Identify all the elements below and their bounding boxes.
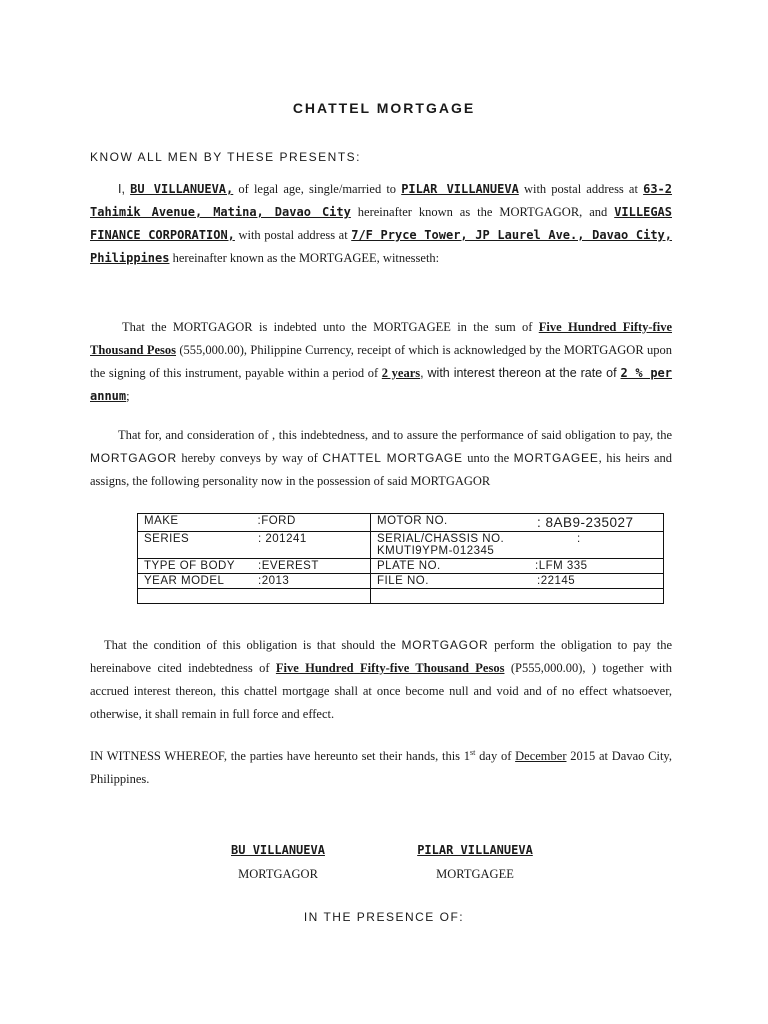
vehicle-details-table bbox=[137, 513, 664, 604]
mortgagee-signature-block bbox=[405, 843, 545, 882]
table-row bbox=[138, 589, 664, 604]
plate-cell: PLATE NO. :LFM 335 bbox=[371, 559, 664, 574]
conveyance-paragraph: That for, and consideration of , this indebtedness, and to assure the performance of said obligation to pay, the MORTGAGOR hereby conveys by way of CHATTEL MORTGAGE unto the MORTGAGEE, his heirs and assigns, the following personality now in the possession of said MORTGAGOR bbox=[90, 428, 672, 488]
presence-heading: IN THE PRESENCE OF: bbox=[303, 910, 465, 924]
indebtedness-paragraph: That the MORTGAGOR is indebted unto the MORTGAGEE in the sum of Five Hundred Fifty-five Thousand Pesos (555,000.00), Philippine Currency, receipt of which is acknowledged by the MORTGAGOR upon the signing of this instrument, payable within a period of 2 years, with interest thereon at the rate of 2 % per annum; bbox=[90, 320, 673, 403]
table-row bbox=[138, 532, 664, 559]
spouse-name: PILAR VILLANUEVA bbox=[401, 182, 519, 196]
amount-words: Five Hundred Fifty-five Thousand Pesos bbox=[90, 320, 672, 357]
file-cell: FILE NO. :22145 bbox=[371, 574, 664, 589]
know-all-heading: KNOW ALL MEN BY THESE PRESENTS: bbox=[90, 150, 362, 164]
mortgagee-name: VILLEGAS FINANCE CORPORATION, bbox=[90, 205, 672, 242]
mortgagor-signature-name: BU VILLANUEVA bbox=[231, 843, 325, 857]
mortgagee-role: MORTGAGEE bbox=[436, 867, 514, 881]
body-cell: TYPE OF BODY :EVEREST bbox=[138, 559, 371, 574]
month: December bbox=[515, 749, 567, 764]
condition-paragraph: That the condition of this obligation is that should the MORTGAGOR perform the obligation to pay the hereinabove cited indebtedness of Five Hundred Fifty-five Thousand Pesos (P555,000.00), ) together with accrued interest thereon, this chattel mortgage shall at once become null and void and of no effect whatsoever, otherwise, it shall remain in full force and effect. bbox=[90, 638, 672, 721]
mortgagee-address: 7/F Pryce Tower, JP Laurel Ave., Davao City, Philippines bbox=[90, 228, 673, 265]
year-cell: YEAR MODEL :2013 bbox=[138, 574, 371, 589]
empty-cell bbox=[138, 589, 371, 604]
interest-rate: 2 % per annum bbox=[90, 366, 673, 403]
mortgagor-name: BU VILLANUEVA, bbox=[130, 182, 234, 196]
table-row bbox=[138, 514, 664, 532]
series-cell: SERIES : 201241 bbox=[138, 532, 371, 559]
parties-paragraph: I, BU VILLANUEVA, of legal age, single/married to PILAR VILLANUEVA with postal address at 63-2 Tahimik Avenue, Matina, Davao City hereinafter known as the MORTGAGOR, and VILLEGAS FINANCE CORPORATION, with postal address at 7/F Pryce Tower, JP Laurel Ave., Davao City, Philippines hereinafter known as the MORTGAGEE, witnesseth: bbox=[90, 182, 673, 265]
empty-cell bbox=[371, 589, 664, 604]
mortgagor-role: MORTGAGOR bbox=[238, 867, 318, 881]
document-title: CHATTEL MORTGAGE bbox=[292, 100, 476, 116]
mortgagor-signature-block bbox=[218, 843, 338, 882]
table-row bbox=[138, 574, 664, 589]
mortgagor-address: 63-2 Tahimik Avenue, Matina, Davao City bbox=[90, 182, 673, 219]
table-row bbox=[138, 559, 664, 574]
loan-period: 2 years bbox=[381, 366, 421, 380]
serial-cell: SERIAL/CHASSIS NO. : KMUTI9YPM-012345 bbox=[371, 532, 664, 559]
mortgagee-signature-name: PILAR VILLANUEVA bbox=[417, 843, 533, 857]
make-cell: MAKE :FORD bbox=[138, 514, 371, 532]
witness-paragraph: IN WITNESS WHEREOF, the parties have hereunto set their hands, this 1st day of December 2015 at Davao City, Philippines. bbox=[90, 748, 672, 787]
motor-cell: MOTOR NO. : 8AB9-235027 bbox=[371, 514, 664, 532]
amount-words: Five Hundred Fifty-five Thousand Pesos bbox=[275, 661, 505, 675]
